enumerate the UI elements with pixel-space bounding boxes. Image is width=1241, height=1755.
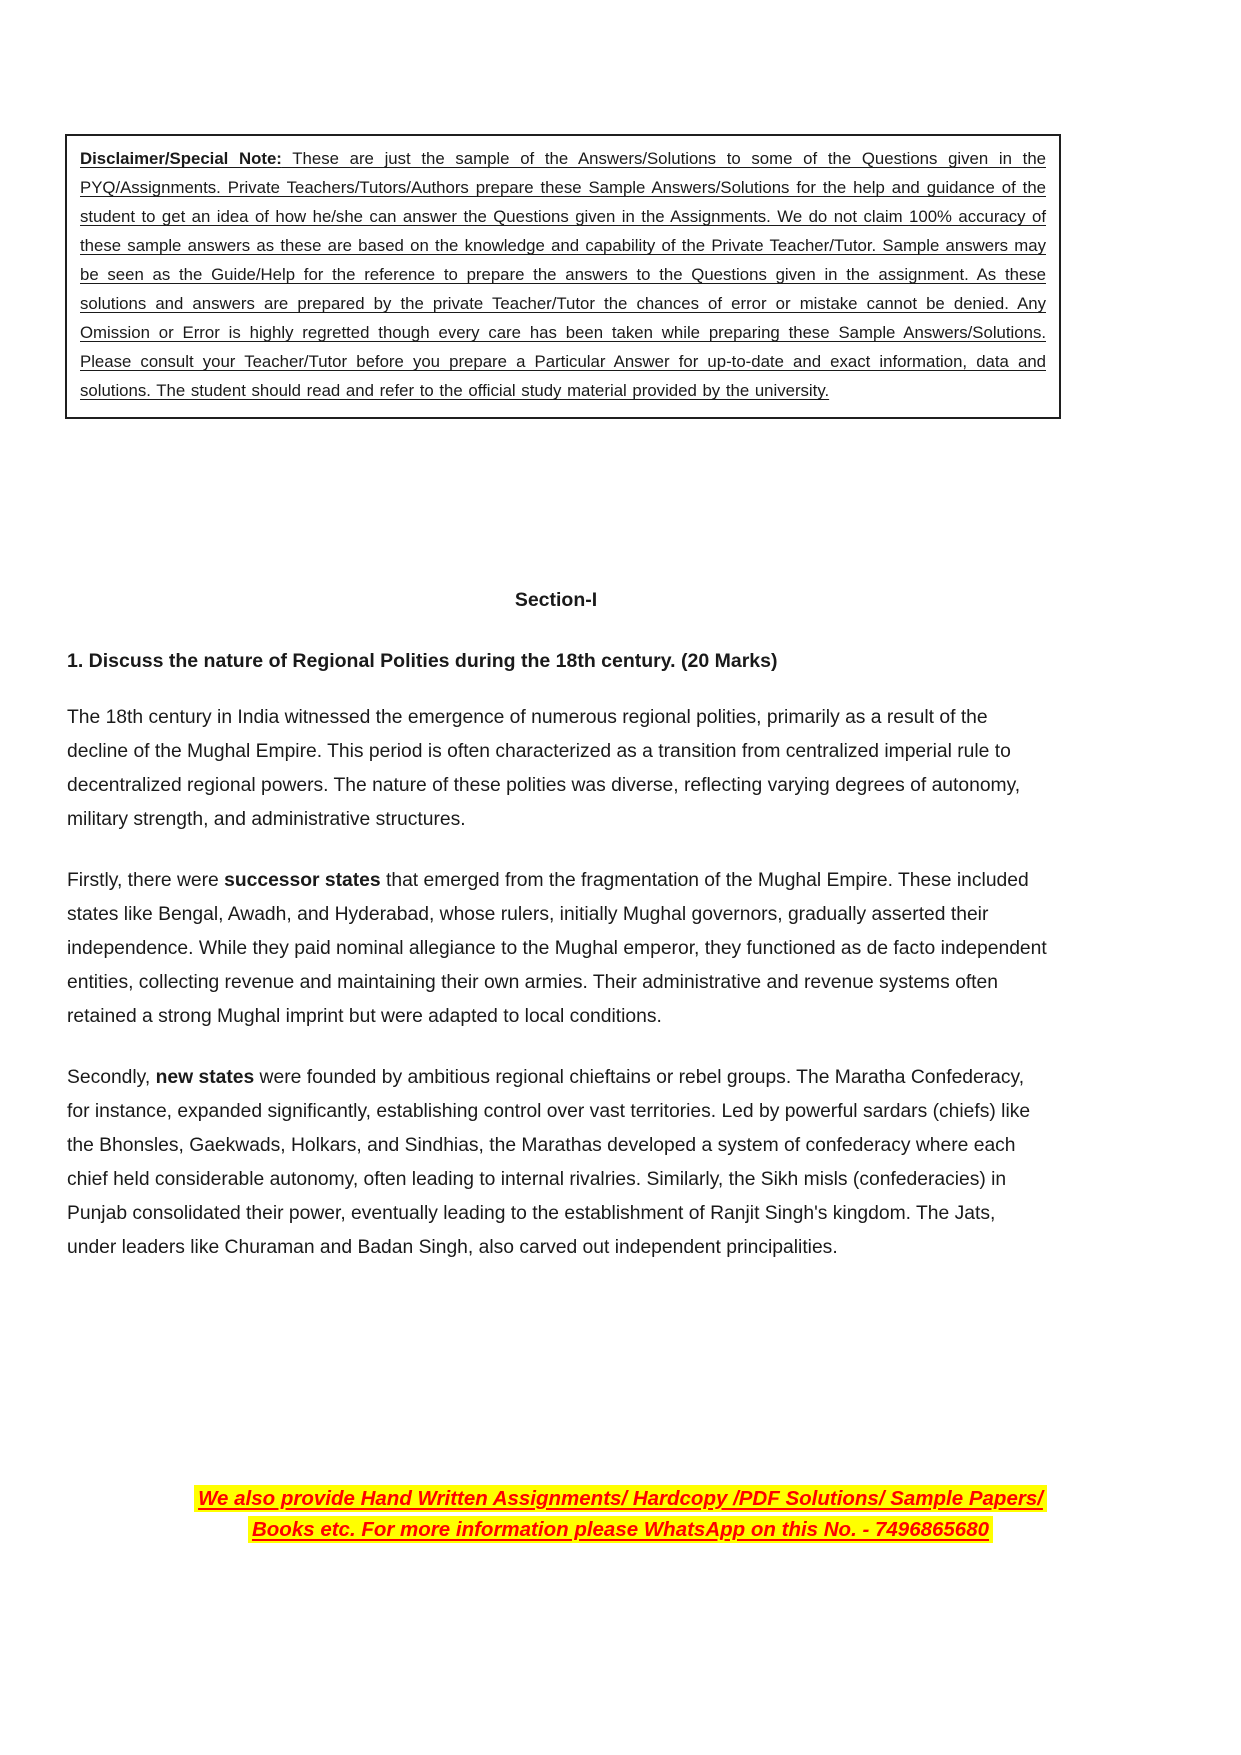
footer-highlight-1: We also provide Hand Written Assignments/ Hardcopy /PDF Solutions/ Sample Papers/ [194,1485,1047,1512]
paragraph-2-bold-term: successor states [224,870,381,891]
disclaimer-box [65,134,1061,419]
footer-note [0,1483,1241,1545]
footer-note-line-2 [0,1514,1241,1545]
answer-paragraph-1: The 18th century in India witnessed the emergence of numerous regional polities, primarily as a result of the decline of the Mughal Empire. This period is often characterized as a transition from centralized imperial rule to decentralized regional powers. The nature of these polities was diverse, reflecting varying degrees of autonomy, military strength, and administrative structures. [67,707,1021,830]
answer-paragraph-3 [67,1061,1049,1265]
answer-body [67,701,1049,1292]
paragraph-3-text-pre: Secondly, [67,1067,156,1088]
paragraph-2-text-pre: Firstly, there were [67,870,225,891]
paragraph-3-text-post: were founded by ambitious regional chieftains or rebel groups. The Maratha Confederacy, for instance, expanded significantly, establishing control over vast territories. Led by powerful sardars (chiefs) like the Bhonsles, Gaekwads, Holkars, and Sindhias, the Marathas developed a system of confederacy where each chief held considerable autonomy, often leading to internal rivalries. Similarly, the Sikh misls (confederacies) in Punjab consolidated their power, eventually leading to the establishment of Ranjit Singh's kingdom. The Jats, under leaders like Churaman and Badan Singh, also carved out independent principalities. [67,1067,1031,1258]
footer-highlight-2: Books etc. For more information please WhatsApp on this No. - 7496865680 [248,1516,993,1543]
question-heading: 1. Discuss the nature of Regional Polities during the 18th century. (20 Marks) [67,650,778,672]
disclaimer-body: These are just the sample of the Answers/Solutions to some of the Questions given in the PYQ/Assignments. Private Teachers/Tutors/Authors prepare these Sample Answers/Solutions for the help and guidance of the student to get an idea of how he/she can answer the Questions given in the Assignments. We do not claim 100% accuracy of these sample answers as these are based on the knowledge and capability of the Private Teacher/Tutor. Sample answers may be seen as the Guide/Help for the reference to prepare the answers to the Questions given in the assignment. As these solutions and answers are prepared by the private Teacher/Tutor the chances of error or mistake cannot be denied. Any Omission or Error is highly regretted though every care has been taken while preparing these Sample Answers/Solutions. Please consult your Teacher/Tutor before you prepare a Particular Answer for up-to-date and exact information, data and solutions. The student should read and refer to the official study material provided by the university. [80,149,1046,400]
section-title: Section-I [514,589,598,611]
answer-paragraph-2 [67,864,1049,1034]
disclaimer-label: Disclaimer/Special Note: [80,149,282,168]
paragraph-2-text-post: that emerged from the fragmentation of the Mughal Empire. These included states like Bengal, Awadh, and Hyderabad, whose rulers, initially Mughal governors, gradually asserted their independence. While they paid nominal allegiance to the Mughal emperor, they functioned as de facto independent entities, collecting revenue and maintaining their own armies. Their administrative and revenue systems often retained a strong Mughal imprint but were adapted to local conditions. [67,870,1047,1027]
paragraph-3-bold-term: new states [155,1067,255,1088]
disclaimer-text [80,144,1046,405]
footer-note-line-1 [0,1483,1241,1514]
